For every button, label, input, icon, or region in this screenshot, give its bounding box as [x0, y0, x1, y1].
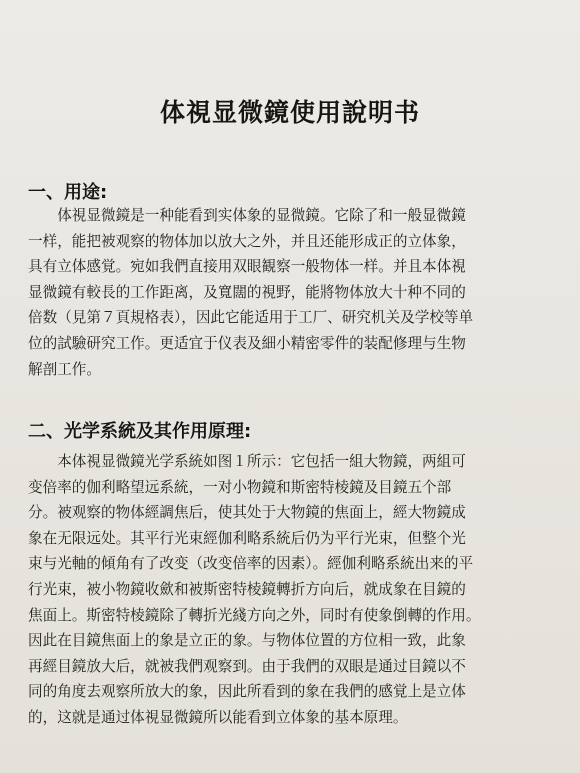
body-line: 倍数（見第７頁規格表），因此它能适用于工厂、研究机关及学校等单 [28, 309, 474, 327]
section-heading-optics: 二、光学系統及其作用原理: [28, 421, 252, 442]
body-line: 具有立体感覚。宛如我們直接用双眼観察一般物体一样。并且本体視 [28, 258, 466, 276]
section-heading-purpose: 一、用途: [28, 182, 108, 203]
body-line: 分。被观察的物体經調焦后，使其处于大物鏡的焦面上，經大物鏡成 [28, 504, 466, 522]
body-line: 束与光軸的傾角有了改变（改变倍率的因素）。經伽利略系統出来的平 [28, 555, 474, 573]
body-line: 同的角度去观察所放大的象，因此所看到的象在我們的感覚上是立体 [28, 683, 466, 701]
body-line: 一样，能把被观察的物体加以放大之外，并且还能形成正的立体象， [28, 232, 466, 250]
body-line: 的，这就是通过体視显微鏡所以能看到立体象的基本原理。 [28, 708, 408, 726]
body-line: 焦面上。斯密特棱鏡除了轉折光綫方向之外，同时有使象倒轉的作用。 [28, 606, 481, 624]
body-line: 变倍率的伽利略望远系統，一对小物鏡和斯密特棱鏡及目鏡五个部 [28, 478, 452, 496]
body-line: 象在无限远处。其平行光束經伽利略系統后仍为平行光束，但整个光 [28, 529, 466, 547]
body-line: 位的試驗研究工作。更适宜于仪表及細小精密零件的装配修理与生物 [28, 334, 466, 352]
document-title: 体視显微鏡使用說明书 [159, 98, 420, 127]
body-line: 体視显微鏡是一种能看到实体象的显微鏡。它除了和一般显微鏡 [28, 207, 466, 224]
section-body-optics [28, 449, 556, 731]
body-line: 显微鏡有較長的工作距离，及寬闊的視野，能將物体放大十种不同的 [28, 283, 466, 301]
body-line: 再經目鏡放大后，就被我們观察到。由于我們的双眼是通过目鏡以不 [28, 657, 466, 675]
body-line: 因此在目鏡焦面上的象是立正的象。与物体位置的方位相一致，此象 [28, 632, 466, 650]
body-line: 本体視显微鏡光学系統如图１所示：它包括一組大物鏡，两組可 [28, 453, 466, 470]
body-line: 解剖工作。 [28, 360, 101, 378]
section-body-purpose [28, 203, 556, 382]
body-line: 行光束，被小物鏡收歛和被斯密特棱鏡轉折方向后，就成象在目鏡的 [28, 580, 466, 598]
